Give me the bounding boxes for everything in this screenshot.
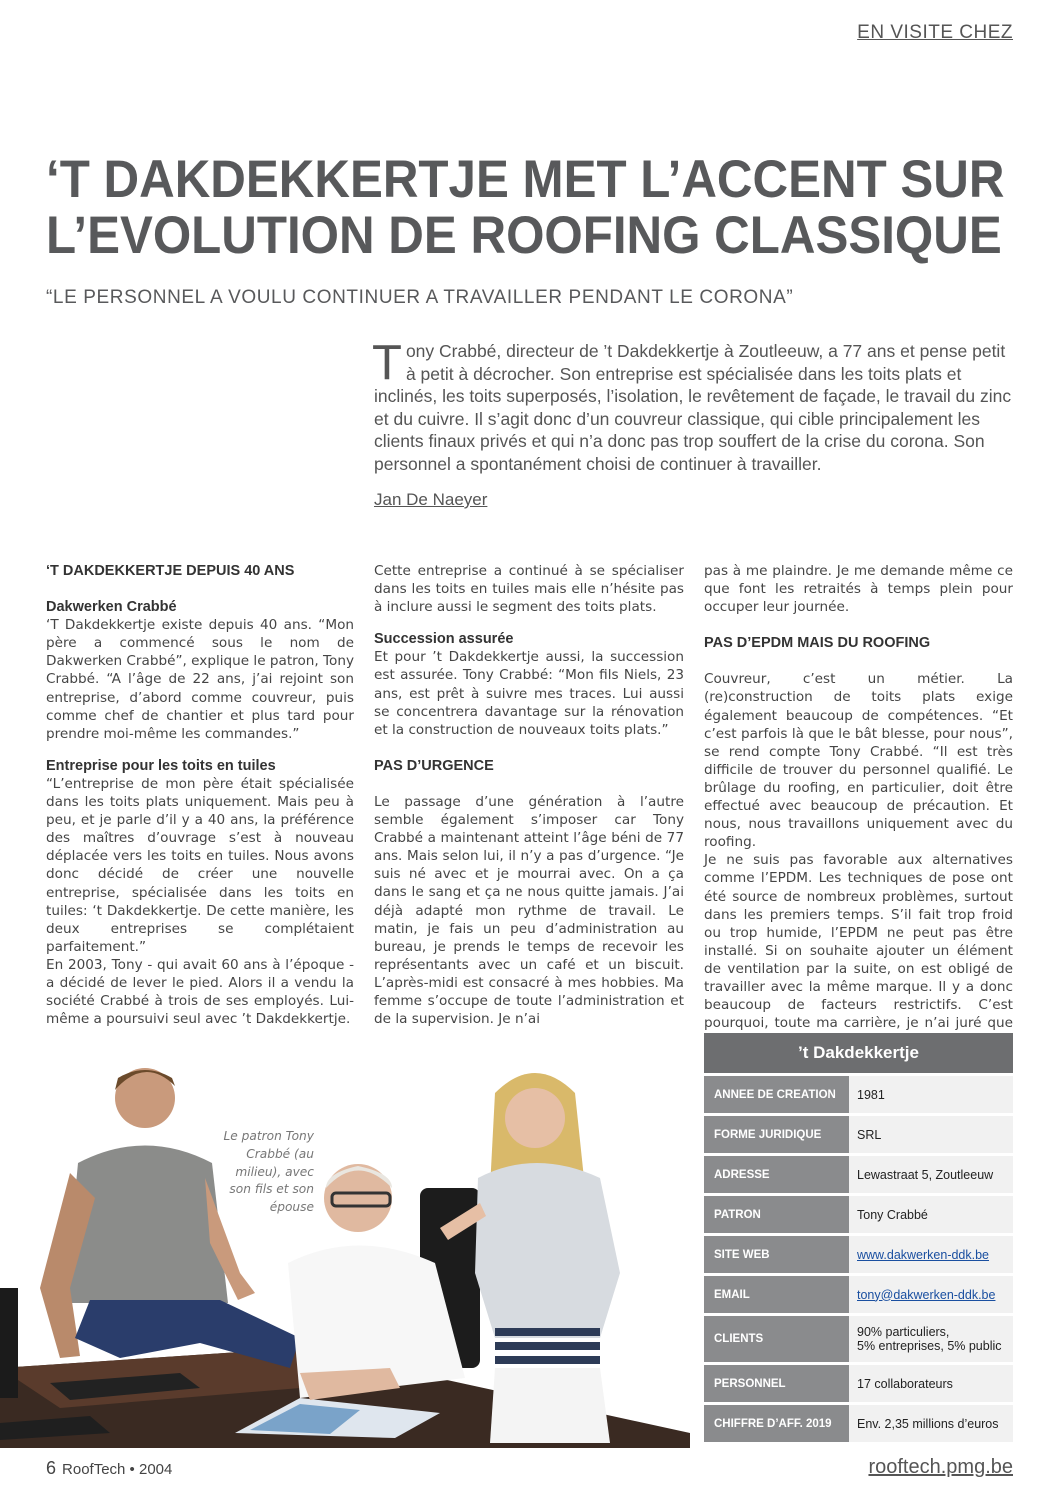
page-number: 6	[46, 1458, 57, 1478]
headline-line-2: L’EVOLUTION DE ROOFING CLASSIQUE	[46, 206, 1002, 265]
factbox-value: Tony Crabbé	[849, 1196, 1013, 1233]
site-url-link[interactable]: rooftech.pmg.be	[868, 1456, 1013, 1478]
section-heading-pas-d-epdm: PAS D’EPDM MAIS DU ROOFING	[704, 635, 931, 652]
issue-label: RoofTech • 2004	[62, 1461, 173, 1478]
factbox-key: FORME JURIDIQUE	[704, 1116, 849, 1153]
paragraph: Je ne suis pas favorable aux alternatives comme l’EPDM. Les techniques de pose ont été source de nombreux problèmes, surtout dans les premiers temps. S’il fait trop froid ou trop humide, l’EPDM ne peut pas être installé. Si on souhaite ajouter un élément de ventilation par la suite, on est obligé de travailler avec la même marque. Il y a donc beaucoup de facteurs restrictifs. C’est pourquoi, toute ma carrière, je n’ai juré que	[704, 852, 1013, 1032]
intro-paragraph	[372, 336, 1014, 476]
team-photo	[0, 1038, 690, 1448]
factbox-value	[849, 1316, 1013, 1362]
factbox-title: ’t Dakdekkertje	[704, 1033, 1013, 1073]
paragraph: Couvreur, c’est un métier. La (re)construction de toits plats exige également beaucoup de compétences. “Et c’est parfois là que le bât blesse, pour nous”, se rend compte Tony Crabbé. “Il est très difficile de trouver du personnel qualifié. Le brûlage du roofing, en particulier, doit être effectué avec beaucoup de précaution. Et nous, nous travaillons uniquement avec du roofing.	[704, 671, 1013, 851]
page-footer	[46, 1458, 172, 1479]
email-link[interactable]: tony@dakwerken-ddk.be	[857, 1287, 996, 1302]
paragraph: Le passage d’une génération à l’autre semble également s’imposer car Tony Crabbé a maintenant atteint l’âge béni de 77 ans. Mais selon lui, il n’y a pas d’urgence. “Je suis né avec et je mourrai avec. On a ça dans le sang et ça ne nous quitte jamais. J’ai déjà adapté mon rythme de travail. Le matin, je fais un peu d’administration au bureau, je prends le temps de recevoir les représentants avec un café et un biscuit. L’après-midi est consacré à mes hobbies. Ma femme s’occupe de toute l’administration et de la supervision. Je n’ai	[374, 793, 684, 1028]
subheading-succession-assuree: Succession assurée	[374, 631, 514, 648]
section-heading-pas-d-urgence: PAS D’URGENCE	[374, 757, 494, 774]
paragraph: pas à me plaindre. Je me demande même ce que font les retraités à temps plein pour occuper leur journée.	[704, 563, 1013, 616]
article-column-1	[46, 562, 354, 1028]
author-byline[interactable]: Jan De Naeyer	[374, 490, 488, 509]
factbox-value: 17 collaborateurs	[849, 1365, 1013, 1402]
intro-dropcap: T	[372, 336, 402, 390]
headline-line-1: ‘T DAKDEKKERTJE MET L’ACCENT SUR	[46, 150, 1005, 209]
article-column-3	[704, 562, 1013, 1050]
paragraph: Cette entreprise a continué à se spécialiser dans les toits en tuiles mais elle n’hésite pas à inclure aussi le segment des toits plats.	[374, 563, 684, 616]
photo-caption: Le patron Tony Crabbé (au milieu), avec son fils et son épouse	[223, 1129, 314, 1215]
factbox-value: SRL	[849, 1116, 1013, 1153]
subheadline: “LE PERSONNEL A VOULU CONTINUER A TRAVAILLER PENDANT LE CORONA”	[46, 287, 794, 308]
subheading-toits-en-tuiles: Entreprise pour les toits en tuiles	[46, 757, 276, 774]
factbox-key: SITE WEB	[704, 1236, 849, 1273]
section-tag: EN VISITE CHEZ	[857, 22, 1013, 43]
factbox-key: ADRESSE	[704, 1156, 849, 1193]
factbox-key: ANNEE DE CREATION	[704, 1076, 849, 1113]
paragraph: “L’entreprise de mon père était spécialisée dans les toits plats uniquement. Mais peu à peu, et je parle d’il y a 40 ans, la préférence des maîtres d’ouvrage s’est à nouveau déplacée vers les toits en tuiles. Nous avons donc décidé de créer une nouvelle entreprise, spécialisée dans les toits en tuiles: ‘t Dakdekkertje. De cette manière, les deux entreprises se complétaient parfaitement.”	[46, 775, 354, 955]
section-heading-depuis-40-ans: ‘T DAKDEKKERTJE DEPUIS 40 ANS	[46, 563, 295, 579]
factbox-key: CLIENTS	[704, 1316, 849, 1362]
clients-line-1: 90% particuliers,	[857, 1325, 950, 1339]
factbox-key: CHIFFRE D’AFF. 2019	[704, 1405, 849, 1442]
headline	[46, 150, 1005, 265]
factbox-value: 1981	[849, 1076, 1013, 1113]
factbox-key: PERSONNEL	[704, 1365, 849, 1402]
factbox-value: Lewastraat 5, Zoutleeuw	[849, 1156, 1013, 1193]
factbox-value: Env. 2,35 millions d’euros	[849, 1405, 1013, 1442]
factbox-key: EMAIL	[704, 1276, 849, 1313]
paragraph: ‘T Dakdekkertje existe depuis 40 ans. “Mon père a commencé sous le nom de Dakwerken Crabbé”, explique le patron, Tony Crabbé. “A l’âge de 22 ans, j’ai rejoint son entreprise, d’abord comme couvreur, puis comme chef de chantier et plus tard pour prendre moi-même les commandes.”	[46, 617, 355, 742]
intro-text: ony Crabbé, directeur de ’t Dakdekkertje à Zoutleeuw, a 77 ans et pense petit à petit à décrocher. Son entreprise est spécialisée dans les toits plats et inclinés, les toits superposés, l’isolation, le revêtement de façade, le travail du zinc et du cuivre. Il s’agit donc d’un couvreur classique, qui cible principalement les clients finaux privés et qui n’a donc pas trop souffert de la crise du corona. Son personnel a spontanément choisi de continuer à travailler.	[374, 341, 1012, 474]
clients-line-2: 5% entreprises, 5% public	[857, 1339, 1002, 1353]
website-link[interactable]: www.dakwerken-ddk.be	[857, 1247, 990, 1262]
paragraph: En 2003, Tony - qui avait 60 ans à l’époque - a décidé de lever le pied. Alors il a vendu la société Crabbé à trois de ses employés. Lui-même a poursuivi seul avec ’t Dakdekkertje.	[46, 956, 354, 1028]
company-factbox	[704, 1033, 1013, 1442]
article-column-2	[374, 562, 684, 1028]
subheading-dakwerken-crabbe: Dakwerken Crabbé	[46, 599, 177, 616]
factbox-key: PATRON	[704, 1196, 849, 1233]
paragraph: Et pour ’t Dakdekkertje aussi, la succession est assurée. Tony Crabbé: “Mon fils Niels, 23 ans, est prêt à suivre mes traces. Lui aussi se concentrera davantage sur la rénovation et la construction de nouveaux toits plats.”	[374, 649, 684, 738]
